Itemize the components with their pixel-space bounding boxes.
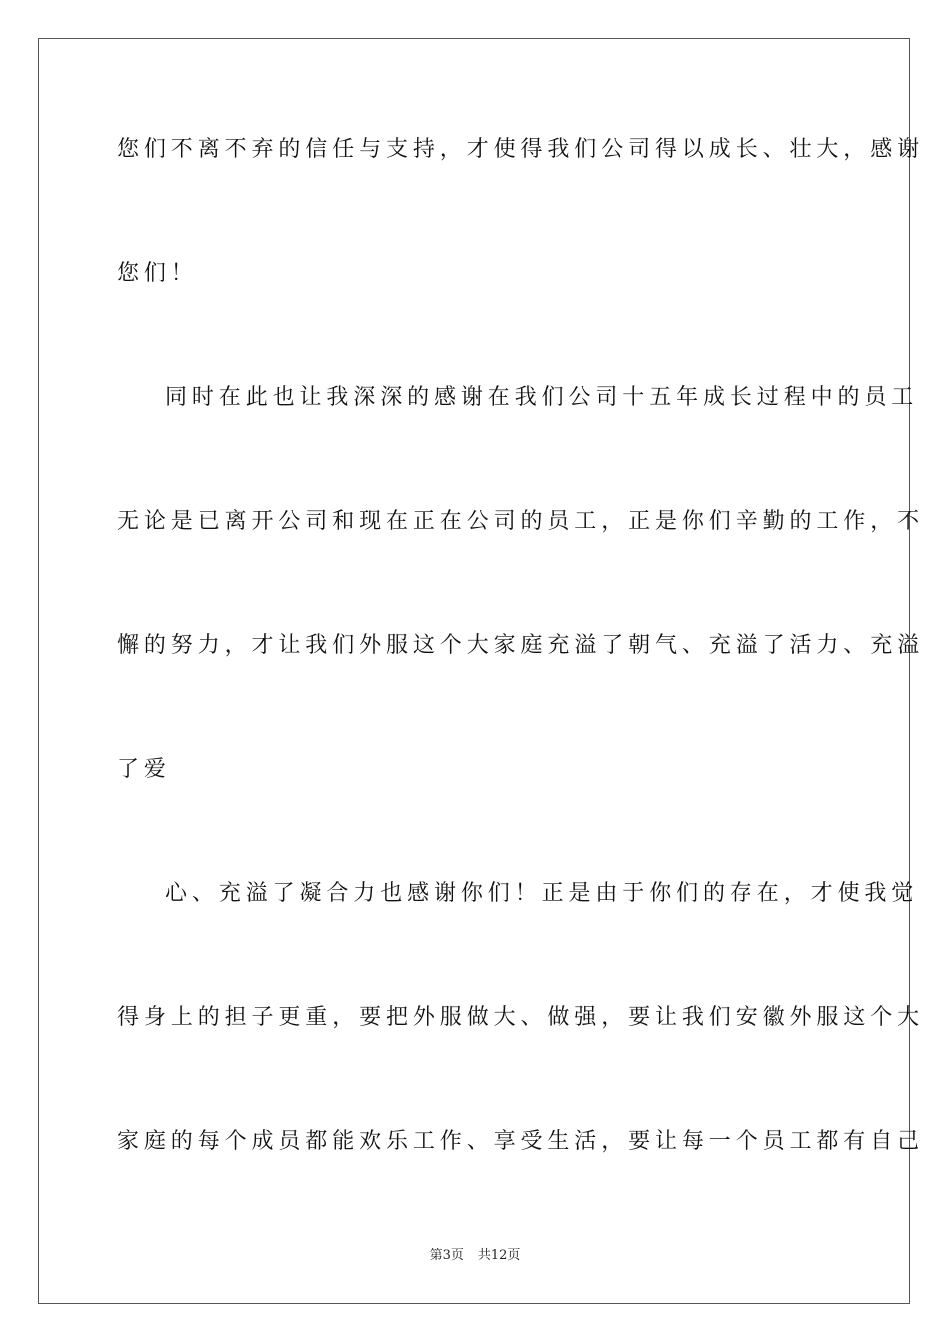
text-line-5: 懈的努力，才让我们外服这个大家庭充溢了朝气、充溢了活力、充溢 — [117, 633, 925, 658]
text-line-7: 心、充溢了凝合力也感谢你们！正是由于你们的存在，才使我觉 — [165, 881, 919, 906]
text-line-2: 您们！ — [117, 261, 198, 286]
text-line-3: 同时在此也让我深深的感谢在我们公司十五年成长过程中的员工 — [165, 385, 919, 410]
page-total: 共12页 — [477, 1248, 521, 1263]
page-number: 第3页 — [429, 1248, 464, 1263]
page-border — [38, 38, 925, 1304]
text-line-9: 家庭的每个成员都能欢乐工作、享受生活，要让每一个员工都有自己 — [117, 1129, 925, 1154]
text-line-8: 得身上的担子更重，要把外服做大、做强，要让我们安徽外服这个大 — [117, 1005, 925, 1030]
text-line-4: 无论是已离开公司和现在正在公司的员工，正是你们辛勤的工作，不 — [117, 509, 925, 534]
text-line-1: 您们不离不弃的信任与支持，才使得我们公司得以成长、壮大，感谢 — [117, 137, 925, 162]
text-line-6: 了爱 — [117, 757, 171, 782]
page-footer — [0, 1247, 950, 1265]
